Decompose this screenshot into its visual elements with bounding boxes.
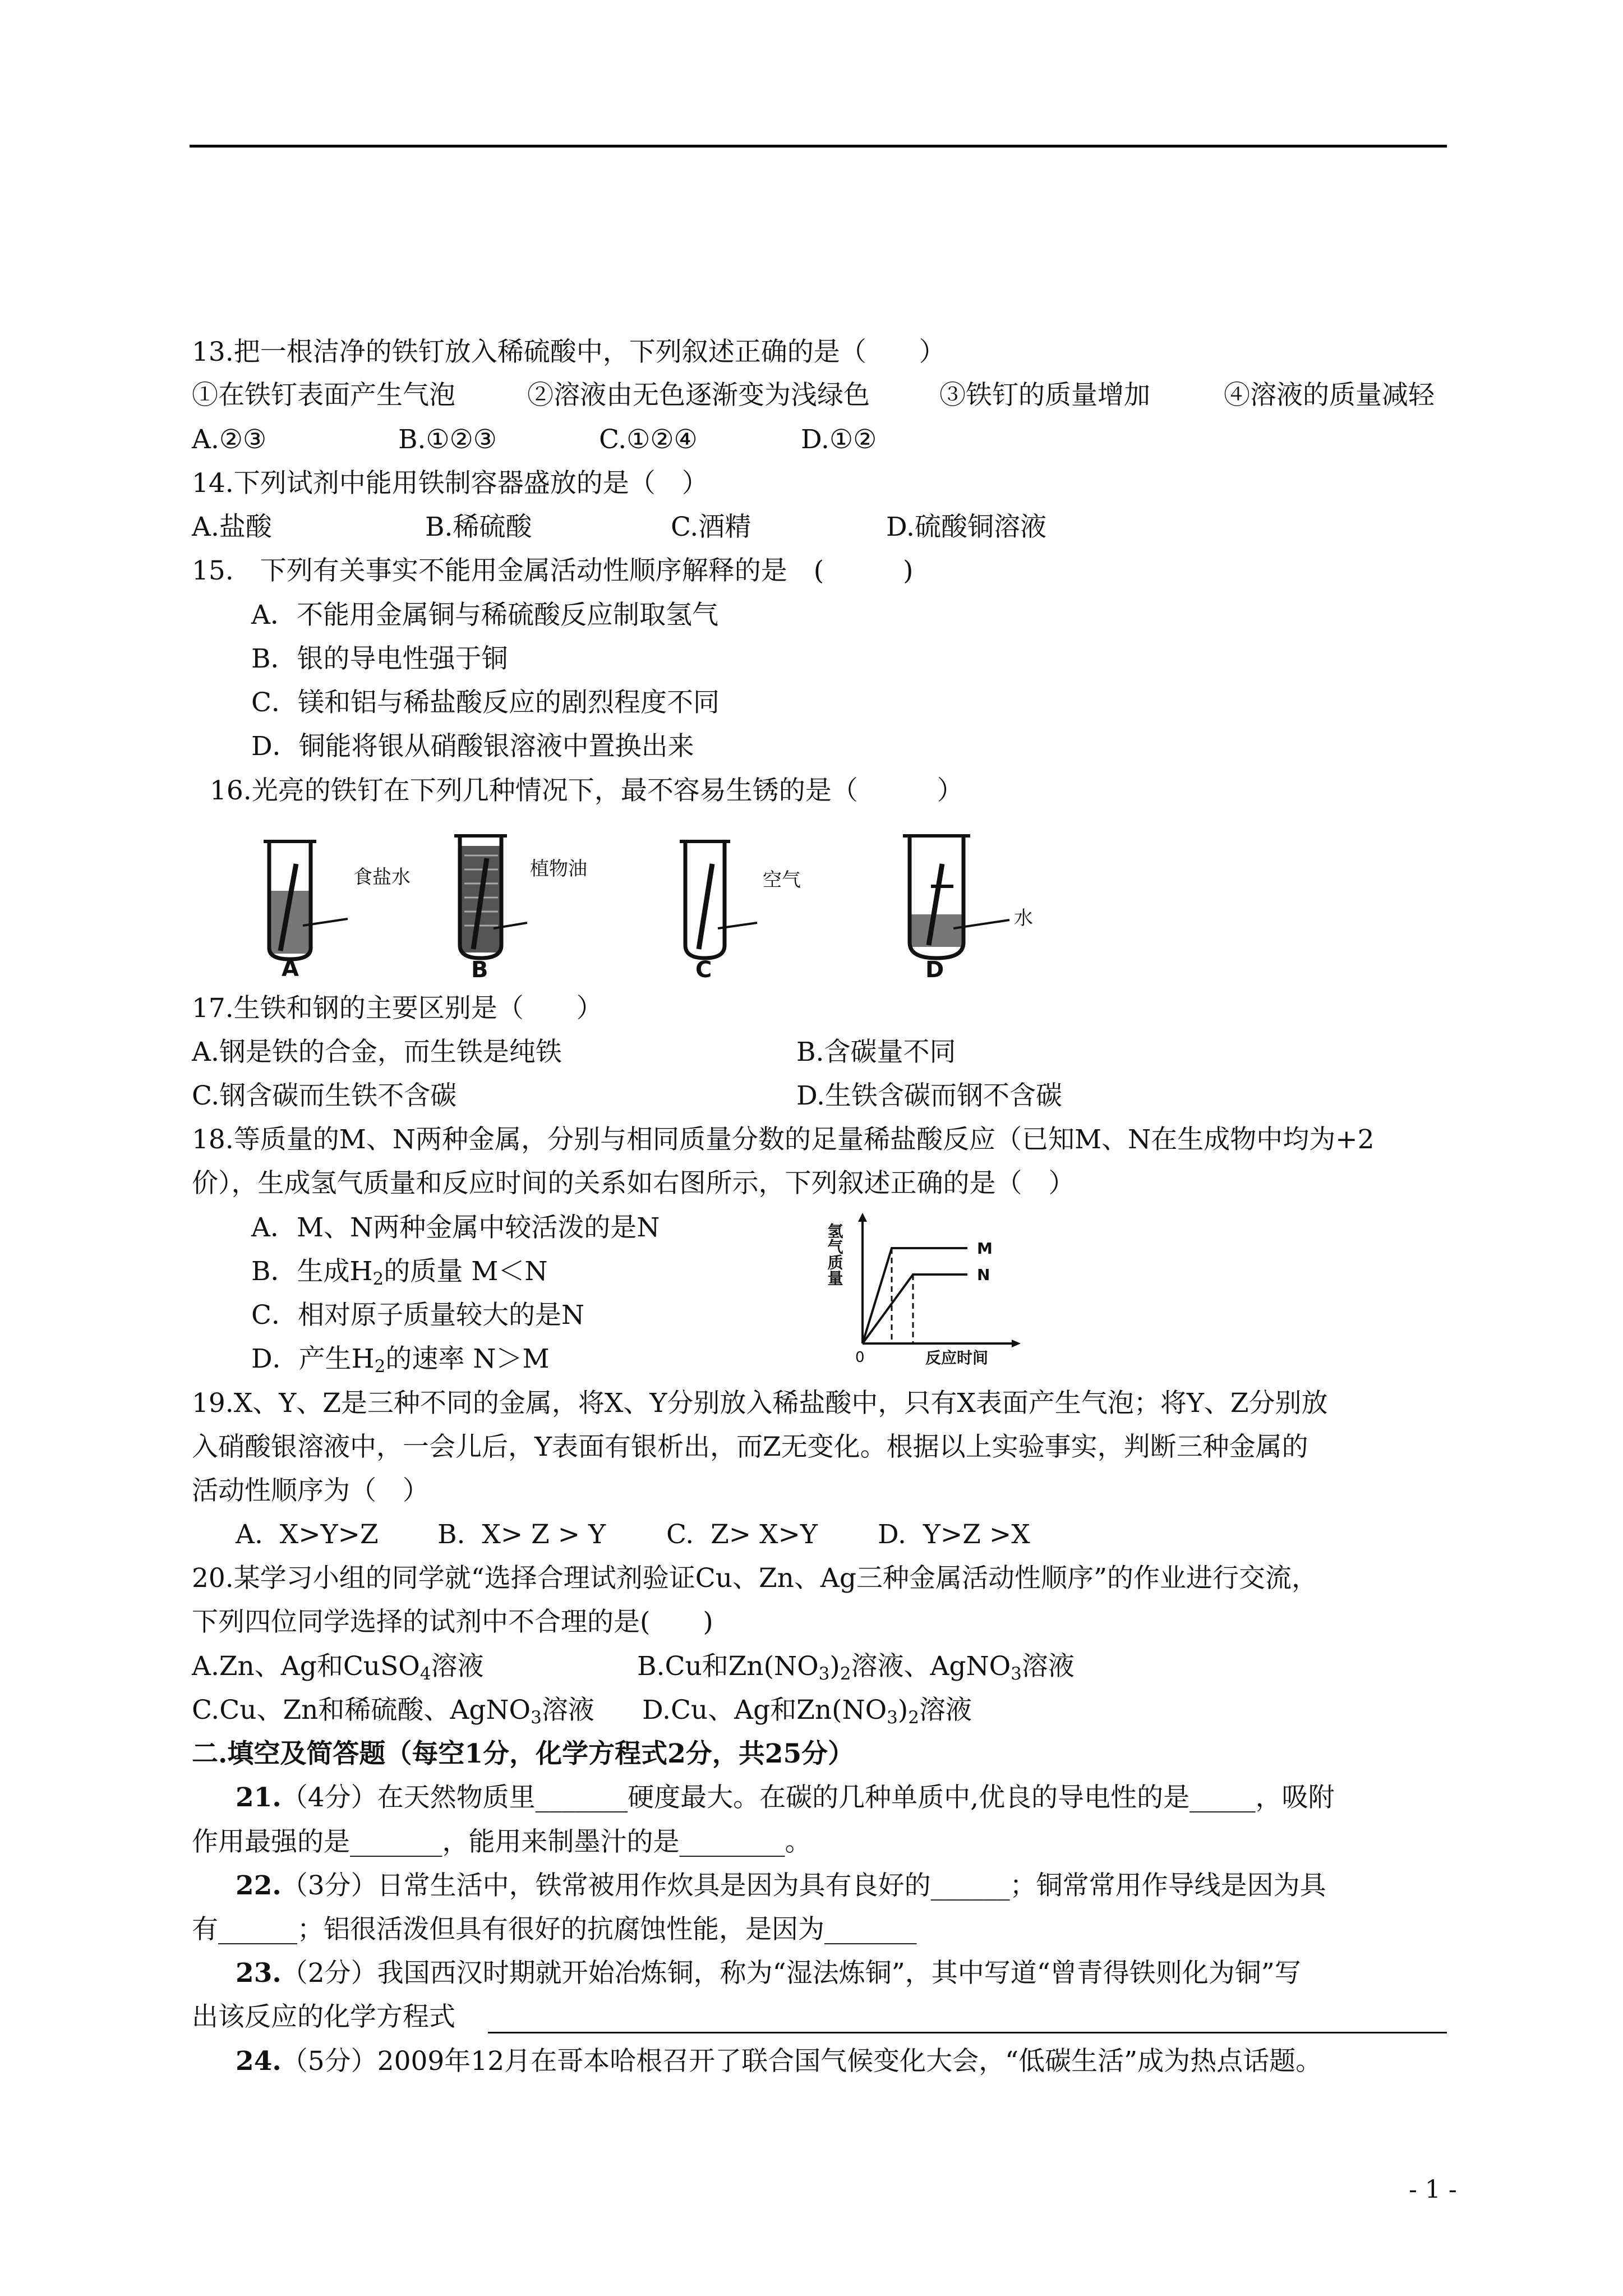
q20-option-d: D.Cu、Ag和$Zn(NO_3)_2$溶液 bbox=[642, 1695, 972, 1728]
q14-option-a: A.盐酸 bbox=[192, 512, 272, 542]
tube-c bbox=[680, 841, 801, 983]
q13-statement-1: ①在铁钉表面产生气泡 bbox=[192, 380, 455, 411]
q13-option-d: D.①② bbox=[801, 424, 877, 455]
q18-line-2: 价），生成氢气质量和反应时间的关系如右图所示，下列叙述正确的是（ ） bbox=[192, 1168, 1075, 1199]
q14-option-b: B.稀硫酸 bbox=[425, 512, 532, 542]
graph-origin: 0 bbox=[855, 1349, 865, 1366]
q19-option-a: A. X>Y>Z bbox=[236, 1519, 379, 1550]
tube-b bbox=[454, 836, 587, 983]
q13-statement-2: ②溶液由无色逐渐变为浅绿色 bbox=[527, 380, 870, 411]
q23-answer-blank[interactable] bbox=[488, 2032, 1447, 2033]
q15-option-a: A．不能用金属铜与稀硫酸反应制取氢气 bbox=[251, 600, 718, 631]
q20-option-a: A.Zn、Ag和CuSO$_4$溶液 bbox=[192, 1651, 484, 1684]
q21-line-1: 21.（4分）在天然物质里_______硬度最大。在碳的几种单质中,优良的导电性的是_____，吸附 bbox=[236, 1782, 1335, 1813]
q19-option-b: B. X> Z > Y bbox=[437, 1519, 606, 1550]
tube-b-letter: B bbox=[471, 957, 488, 983]
q22-line-1: 22.（3分）日常生活中，铁常被用作炊具是因为具有良好的______；铜常常用作导线是因为具 bbox=[236, 1870, 1326, 1901]
q22-line-2: 有______；铝很活泼但具有很好的抗腐蚀性能，是因为_______ bbox=[192, 1914, 917, 1945]
q13-option-b: B.①②③ bbox=[398, 424, 497, 455]
q14-option-d: D.硫酸铜溶液 bbox=[886, 512, 1046, 542]
q15-option-b: B．银的导电性强于铜 bbox=[251, 643, 508, 674]
q15-option-c: C．镁和铝与稀盐酸反应的剧烈程度不同 bbox=[251, 687, 720, 718]
tube-c-label: 空气 bbox=[763, 869, 801, 891]
section-2-heading: 二.填空及简答题（每空1分，化学方程式2分，共25分） bbox=[192, 1738, 855, 1769]
page-number: - 1 - bbox=[1409, 2175, 1457, 2204]
q20-line-2: 下列四位同学选择的试剂中不合理的是( ) bbox=[192, 1607, 713, 1637]
q16-test-tube-figure bbox=[247, 830, 1088, 983]
q21-line-2: 作用最强的是_______，能用来制墨汁的是________。 bbox=[192, 1826, 811, 1857]
graph-xlabel: 反应时间 bbox=[925, 1349, 989, 1367]
q14-stem: 14.下列试剂中能用铁制容器盛放的是（ ） bbox=[192, 468, 708, 499]
q17-option-a: A.钢是铁的合金，而生铁是纯铁 bbox=[192, 1037, 562, 1068]
q18-hydrogen-graph bbox=[825, 1212, 1026, 1369]
tube-d-letter: D bbox=[925, 957, 944, 983]
q20-line-1: 20.某学习小组的同学就“选择合理试剂验证Cu、Zn、Ag三种金属活动性顺序”的作业进行交流， bbox=[192, 1563, 1318, 1594]
graph-ylabel: 氢气质量 bbox=[825, 1223, 844, 1286]
q13-option-c: C.①②④ bbox=[599, 424, 698, 455]
header-rule bbox=[190, 145, 1447, 148]
q24-line-1: 24.（5分）2009年12月在哥本哈根召开了联合国气候变化大会，“低碳生活”成为热点话题。 bbox=[236, 2046, 1322, 2077]
graph-series-n: N bbox=[977, 1266, 990, 1284]
q17-stem: 17.生铁和钢的主要区别是（ ） bbox=[192, 993, 603, 1024]
tube-c-letter: C bbox=[695, 957, 712, 983]
q17-option-b: B.含碳量不同 bbox=[796, 1037, 956, 1068]
q18-line-1: 18.等质量的M、N两种金属，分别与相同质量分数的足量稀盐酸反应（已知M、N在生成物中均为+2 bbox=[192, 1124, 1375, 1155]
q18-option-c: C．相对原子质量较大的是N bbox=[251, 1300, 585, 1331]
tube-a-label-1: 食盐水 bbox=[353, 866, 411, 889]
q20-option-c: C.Cu、Zn和稀硫酸、AgNO$_3$溶液 bbox=[192, 1695, 594, 1728]
q18-option-d: D．产生$H_2$的速率 N＞M bbox=[251, 1343, 550, 1377]
q19-option-d: D. Y>Z >X bbox=[878, 1519, 1030, 1550]
q15-stem: 15. 下列有关事实不能用金属活动性顺序解释的是 ( ) bbox=[192, 555, 914, 586]
q17-option-c: C.钢含碳而生铁不含碳 bbox=[192, 1080, 457, 1111]
q23-line-1: 23.（2分）我国西汉时期就开始冶炼铜，称为“湿法炼铜”，其中写道“曾青得铁则化为铜”写 bbox=[236, 1958, 1301, 1989]
q13-statement-3: ③铁钉的质量增加 bbox=[939, 380, 1150, 411]
q19-line-2: 入硝酸银溶液中，一会儿后，Y表面有银析出，而Z无变化。根据以上实验事实，判断三种金属的 bbox=[192, 1432, 1308, 1462]
q14-option-c: C.酒精 bbox=[671, 512, 751, 542]
q18-option-b: B．生成$H_2$的质量 M＜N bbox=[251, 1256, 548, 1289]
tube-b-label: 植物油 bbox=[530, 858, 587, 880]
q13-statement-4: ④溶液的质量减轻 bbox=[1224, 380, 1435, 411]
q19-line-1: 19.X、Y、Z是三种不同的金属，将X、Y分别放入稀盐酸中，只有X表面产生气泡；将Y、Z分别放 bbox=[192, 1388, 1328, 1419]
q23-line-2: 出该反应的化学方程式 bbox=[192, 2001, 455, 2032]
q16-stem: 16.光亮的铁钉在下列几种情况下，最不容易生锈的是（ ） bbox=[210, 775, 963, 806]
tube-a bbox=[264, 841, 411, 982]
q19-option-c: C. Z> X>Y bbox=[666, 1519, 818, 1550]
graph-series-m: M bbox=[977, 1239, 993, 1258]
tube-a-letter: A bbox=[282, 956, 299, 982]
q15-option-d: D．铜能将银从硝酸银溶液中置换出来 bbox=[251, 731, 694, 762]
tube-d-label: 水 bbox=[1014, 907, 1033, 930]
q13-option-a: A.②③ bbox=[192, 424, 267, 455]
q17-option-d: D.生铁含碳而钢不含碳 bbox=[796, 1080, 1062, 1111]
q19-line-3: 活动性顺序为（ ） bbox=[192, 1475, 429, 1506]
q18-option-a: A．M、N两种金属中较活泼的是N bbox=[251, 1212, 660, 1243]
q20-option-b: B.Cu和$Zn(NO_3)_2$溶液、AgNO$_3$溶液 bbox=[637, 1651, 1075, 1684]
tube-d bbox=[903, 836, 1033, 983]
q13-stem: 13.把一根洁净的铁钉放入稀硫酸中，下列叙述正确的是（ ） bbox=[192, 337, 946, 367]
